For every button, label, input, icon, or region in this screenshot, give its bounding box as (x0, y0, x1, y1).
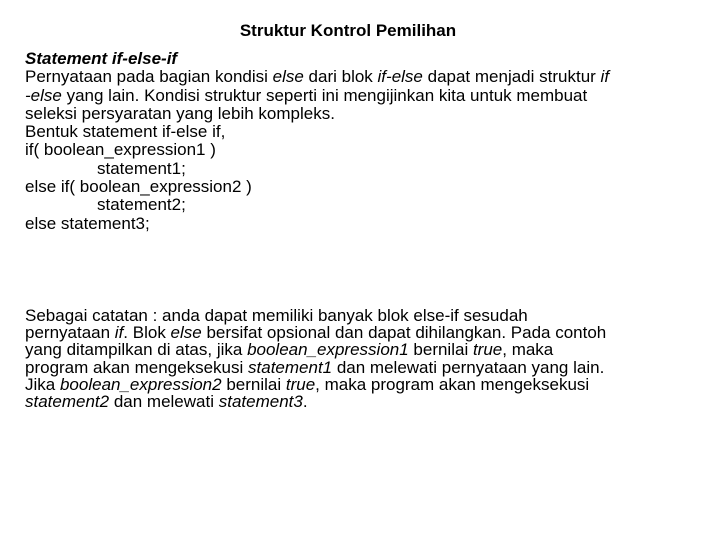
text-span: true (472, 340, 503, 360)
text-span: bersifat opsional dan dapat dihilangkan. Pada contoh (201, 323, 607, 343)
note-line-2 (25, 324, 715, 341)
form-label: Bentuk statement if-else if, (25, 122, 226, 142)
page-title: Struktur Kontrol Pemilihan (239, 21, 457, 40)
text-span: yang lain. Kondisi struktur seperti ini mengijinkan kita untuk membuat (61, 85, 588, 105)
text-span: bernilai (408, 340, 473, 360)
text-span: , maka program akan mengeksekusi (315, 374, 590, 394)
text-span: boolean_expression2 (59, 374, 222, 394)
text-span: statement3 (218, 392, 303, 412)
text-span: if (114, 323, 124, 343)
text-span: , maka (502, 340, 554, 360)
note-line-3 (25, 341, 715, 358)
text-span: program akan mengeksekusi (25, 357, 249, 377)
note-paragraph (25, 307, 715, 410)
text-span: yang ditampilkan di atas, jika (25, 340, 248, 360)
text-span: dari blok (303, 67, 378, 87)
intro-line-3: seleksi persyaratan yang lebih kompleks. (25, 103, 335, 123)
code-line-5: else statement3; (25, 213, 150, 233)
text-span: dan melewati pernyataan yang lain. (332, 357, 605, 377)
text-span: if-else (377, 67, 423, 87)
text-span: . (302, 392, 308, 412)
note-line-5 (25, 376, 715, 393)
code-line-3: else if( boolean_expression2 ) (25, 177, 252, 197)
text-span: Jika (25, 374, 60, 394)
note-line-1: Sebagai catatan : anda dapat memiliki banyak blok else-if sesudah (25, 306, 528, 325)
text-span: Pernyataan pada bagian kondisi (25, 67, 273, 87)
text-span: else (170, 323, 202, 343)
code-line-2: statement1; (97, 158, 186, 178)
text-span: boolean_expression1 (247, 340, 409, 360)
main-text-block (25, 50, 715, 233)
text-span: pernyataan (25, 323, 115, 343)
text-span: if (600, 67, 610, 87)
intro-line-1 (25, 68, 715, 86)
text-span: . Blok (123, 323, 171, 343)
code-line-1: if( boolean_expression1 ) (25, 140, 216, 160)
intro-line-2 (25, 87, 715, 105)
text-span: dapat menjadi struktur (422, 67, 601, 87)
text-span: else (272, 67, 304, 87)
section-heading: Statement if-else-if (25, 49, 178, 68)
note-line-4 (25, 359, 715, 376)
text-span: bernilai (221, 374, 286, 394)
note-line-6 (25, 393, 715, 410)
text-span: dan melewati (109, 392, 219, 412)
text-span: statement1 (248, 357, 333, 377)
text-span: statement2 (25, 392, 110, 412)
text-span: true (285, 374, 316, 394)
code-line-4: statement2; (97, 195, 186, 215)
text-span: -else (25, 85, 62, 105)
